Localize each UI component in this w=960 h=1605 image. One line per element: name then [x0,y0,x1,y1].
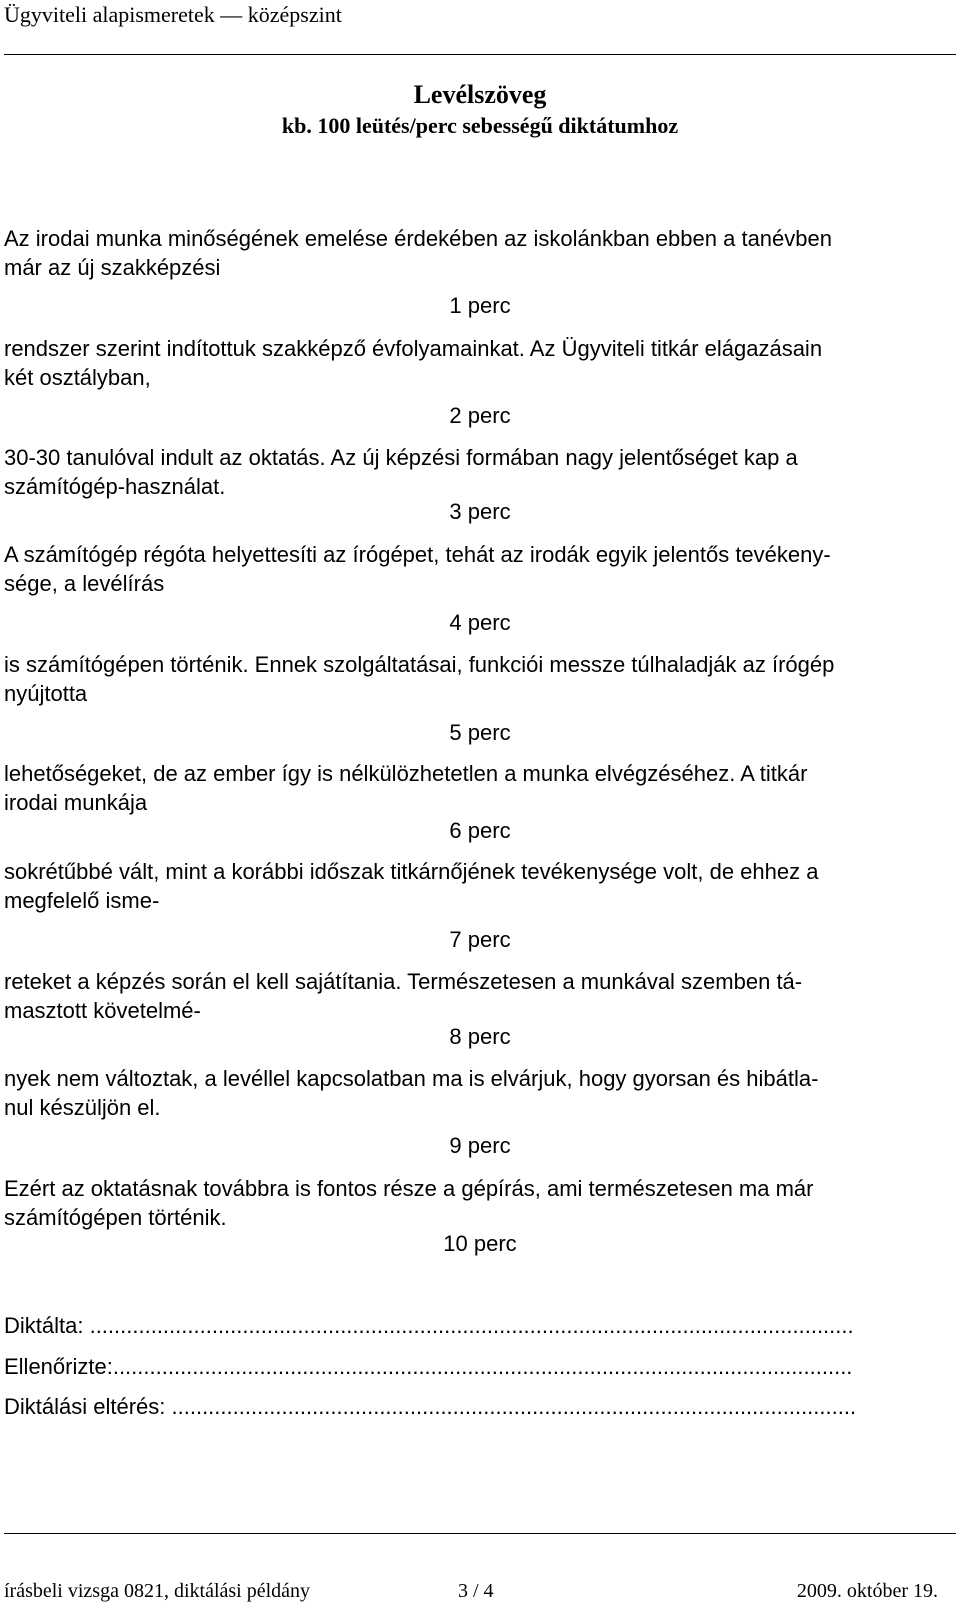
dictation-paragraph [4,650,954,708]
paragraph-line: 30-30 tanulóval indult az oktatás. Az új képzési formában nagy jelentőséget kap a [4,445,798,470]
time-marker: 3 perc [449,499,511,524]
dictation-deviation-line: Diktálási eltérés: ................................................................................................................ [4,1394,857,1419]
dictation-paragraph [4,334,954,392]
footer-divider [4,1533,956,1534]
paragraph-line: számítógépen történik. [4,1205,227,1230]
time-marker: 2 perc [449,403,511,428]
dictation-paragraph [4,1064,954,1122]
paragraph-line: már az új szakképzési [4,255,221,280]
paragraph-line: A számítógép régóta helyettesíti az írógépet, tehát az irodák egyik jelentős tevékeny- [4,542,831,567]
paragraph-line: masztott követelmé- [4,998,201,1023]
dictation-paragraph [4,857,954,915]
time-marker: 9 perc [449,1133,511,1158]
paragraph-line: két osztályban, [4,365,151,390]
paragraph-line: nul készüljön el. [4,1095,161,1120]
paragraph-line: nyújtotta [4,681,88,706]
dictation-paragraph [4,443,954,501]
time-marker: 7 perc [449,927,511,952]
footer-date: 2009. október 19. [796,1580,938,1602]
dictation-paragraph [4,759,954,817]
paragraph-line: is számítógépen történik. Ennek szolgáltatásai, funkciói messze túlhaladják az írógép [4,652,835,677]
paragraph-line: sége, a levélírás [4,571,165,596]
dictation-paragraph [4,540,954,598]
time-marker: 4 perc [449,610,511,635]
running-header: Ügyviteli alapismeretek — középszint [4,2,342,27]
time-marker: 10 perc [443,1231,517,1256]
paragraph-line: irodai munkája [4,790,148,815]
document-title: Levélszöveg [413,80,547,109]
paragraph-line: számítógép-használat. [4,474,226,499]
paragraph-line: rendszer szerint indítottuk szakképző évfolyamainkat. Az Ügyviteli titkár elágazásain [4,336,823,361]
header-divider [4,54,956,55]
paragraph-line: lehetőségeket, de az ember így is nélkülözhetetlen a munka elvégzéséhez. A titkár [4,761,808,786]
paragraph-line: megfelelő isme- [4,888,160,913]
time-marker: 1 perc [449,293,511,318]
paragraph-line: Az irodai munka minőségének emelése érdekében az iskolánkban ebben a tanévben [4,226,832,251]
paragraph-line: sokrétűbbé vált, mint a korábbi időszak titkárnőjének tevékenysége volt, de ehhez a [4,859,819,884]
footer-page-number: 3 / 4 [458,1580,494,1602]
document-subtitle: kb. 100 leütés/perc sebességű diktátumhoz [281,113,679,138]
dictation-paragraph [4,1174,954,1232]
paragraph-line: Ezért az oktatásnak továbbra is fontos része a gépírás, ami természetesen ma már [4,1176,814,1201]
footer-exam-info: írásbeli vizsga 0821, diktálási példány [4,1580,311,1602]
dictation-paragraph [4,967,954,1025]
dictated-by-line: Diktálta: ............................................................................................................................. [4,1313,854,1338]
dictation-paragraph [4,224,954,282]
checked-by-line: Ellenőrizte:......................................................................................................................... [4,1354,853,1379]
paragraph-line: nyek nem változtak, a levéllel kapcsolatban ma is elvárjuk, hogy gyorsan és hibátla- [4,1066,819,1091]
time-marker: 6 perc [449,818,511,843]
paragraph-line: reteket a képzés során el kell sajátítania. Természetesen a munkával szemben tá- [4,969,803,994]
time-marker: 8 perc [449,1024,511,1049]
time-marker: 5 perc [449,720,511,745]
